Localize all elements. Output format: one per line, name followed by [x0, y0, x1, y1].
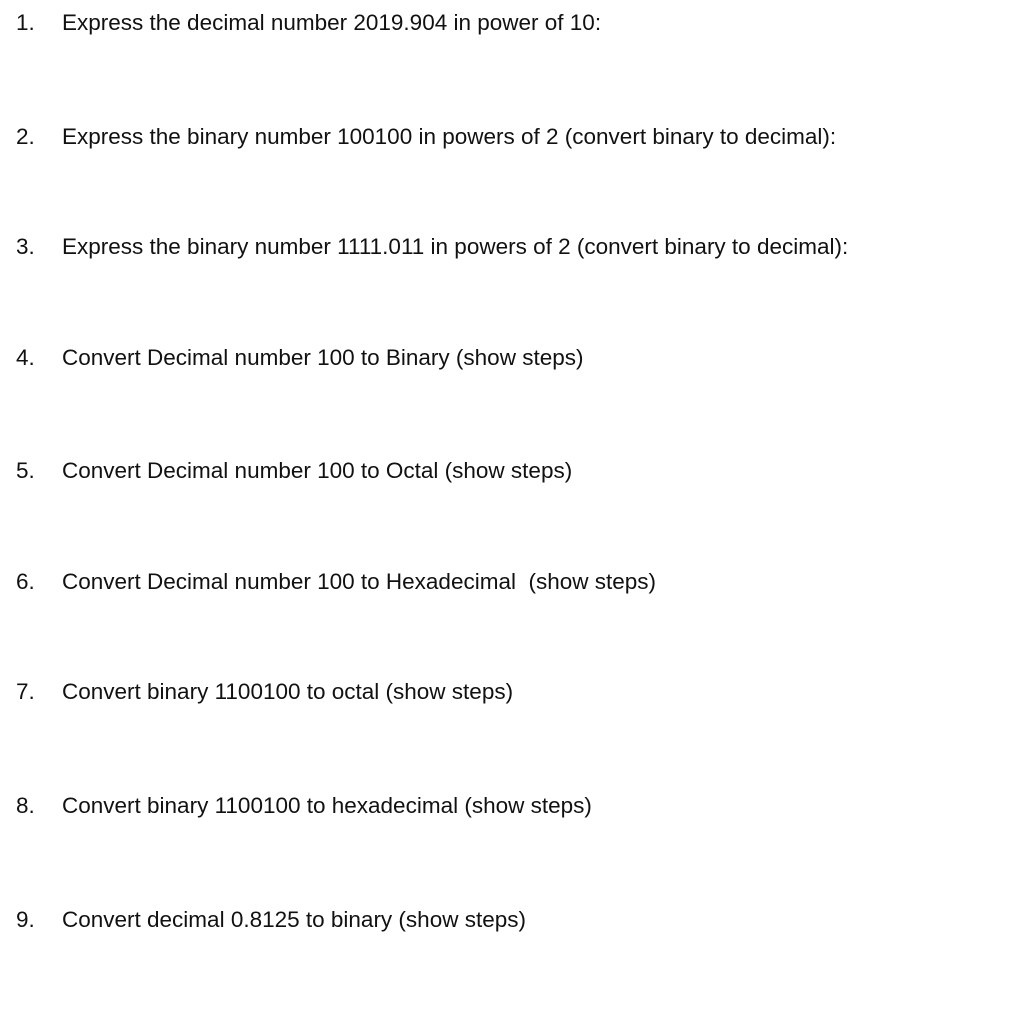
question-item	[0, 562, 1019, 602]
question-number: 7.	[16, 679, 35, 704]
question-item	[0, 672, 1019, 712]
question-text: Convert Decimal number 100 to Octal (show steps)	[62, 458, 573, 483]
question-text: Express the binary number 1111.011 in powers of 2 (convert binary to decimal):	[62, 234, 849, 259]
question-item	[0, 338, 1019, 378]
question-item	[0, 451, 1019, 491]
question-number: 9.	[16, 907, 35, 932]
question-text: Convert decimal 0.8125 to binary (show steps)	[62, 907, 526, 932]
question-number: 3.	[16, 234, 35, 259]
question-number: 5.	[16, 458, 35, 483]
question-text: Express the binary number 100100 in powers of 2 (convert binary to decimal):	[62, 124, 837, 149]
question-item	[0, 786, 1019, 826]
question-item	[0, 900, 1019, 940]
question-text: Express the decimal number 2019.904 in power of 10:	[62, 10, 602, 35]
question-number: 6.	[16, 569, 35, 594]
question-number: 8.	[16, 793, 35, 818]
question-number: 4.	[16, 345, 35, 370]
question-item	[0, 227, 1019, 267]
question-text: Convert Decimal number 100 to Hexadecimal (show steps)	[62, 569, 656, 594]
question-text: Convert Decimal number 100 to Binary (show steps)	[62, 345, 584, 370]
question-text: Convert binary 1100100 to hexadecimal (show steps)	[62, 793, 592, 818]
question-number: 2.	[16, 124, 35, 149]
question-number: 1.	[16, 10, 35, 35]
question-item	[0, 3, 1019, 43]
question-item	[0, 117, 1019, 157]
question-text: Convert binary 1100100 to octal (show steps)	[62, 679, 514, 704]
